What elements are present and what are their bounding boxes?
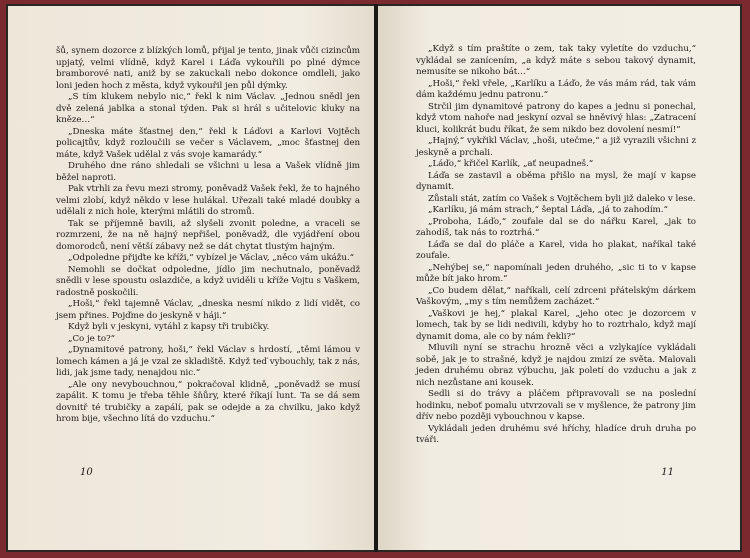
paragraph: Vykládali jeden druhému své hříchy, hladíce druh druha po tváři. [416, 423, 696, 445]
paragraph: „Proboha, Láďo,“ zoufale dal se do nářku Karel, „jak to zahodíš, tak nás to roztrhá.“ [416, 216, 696, 238]
paragraph: „Vaškovi je hej,“ plakal Karel, „jeho otec je dozorcem v lomech, tak by se lidi nedivili, kdyby ho to roztrhalo, když mají dynamit doma, ale co by nám řekli?“ [416, 308, 696, 342]
paragraph: Sedli si do trávy a pláčem připravovali se na poslední hodinku, neboť pomalu utvrzovali se v myšlence, že patrony jim dřív nebo později vybouchnou v kapse. [416, 389, 696, 422]
left-page [8, 6, 374, 550]
paragraph: „Odpoledne přijďte ke kříži,“ vybízel je Václav, „něco vám ukážu.“ [68, 253, 354, 263]
paragraph: „Karlíku, já mám strach,“ šeptal Láďa, „já to zahodím.“ [428, 205, 668, 215]
paragraph: „Co je to?“ [68, 333, 116, 344]
paragraph: šů, synem dozorce z blízkých lomů, přijal je tento, jinak vůči cizincům upjatý, velmi vlídně, když Karel i Láďa vykouřili po plné dýmce bramborové nati, aniž by se zakuckali nebo dokonce omdleli, jako loni jeden hoch z města, když vykouřil jen půl dýmky. [56, 46, 360, 91]
left-page-text [56, 46, 360, 426]
paragraph: Mluvili nyní se strachu hrozně věci a vzlykajíce vykládali sobě, jak je to strašné, když je najdou zmizí ze světa. Malovali jeden druhému obraz výbuchu, jak poletí do vzduchu a jak z nich nezůstane ani kousek. [416, 343, 696, 388]
paragraph: „Co budem dělat,“ naříkali, celí zdrceni přátelským dárkem Vaškovým, „my s tím nemůžem zacházet.“ [416, 285, 696, 307]
paragraph: Zůstali stát, zatím co Vašek s Vojtěchem byli již daleko v lese. [428, 193, 696, 204]
right-page [378, 6, 740, 550]
paragraph: Láďa se zastavil a oběma přišlo na mysl, že mají v kapse dynamit. [416, 170, 696, 192]
paragraph: „S tím klukem nebylo nic,“ řekl k nim Václav. „Jednou snědl jen dvě zelená jablka a stonal týden. Pak si hrál s učitelovic kluky na kněze…“ [56, 92, 360, 125]
right-page-number: 11 [661, 467, 674, 478]
paragraph: Nemohli se dočkat odpoledne, jídlo jim nechutnalo, poněvadž snědli v lese spoustu oslazdiče, a když uviděli u kříže Vojtu s Vaškem, radostně poskočili. [56, 264, 360, 298]
book-spread [6, 4, 742, 552]
paragraph: „Dynamitové patrony, hoši,“ řekl Václav s hrdostí, „těmi lámou v lomech kámen a já je vzal ze skladiště. Když teď vybouchly, tak z nás, lidi, jak jsme tady, nenajdou nic.“ [56, 345, 360, 378]
paragraph: Láďa se dal do pláče a Karel, vida ho plakat, naříkal také zoufale. [416, 239, 696, 261]
paragraph: „Hajný,“ vykřikl Václav, „hoši, utečme,“ a již vyrazili všichni z jeskyně a prchali. [416, 136, 696, 158]
paragraph: Pak vtrhli za řevu mezi stromy, poněvadž Vašek řekl, že to hajného velmi zlobí, když někdo v lese hulákal. Uřezali také mladé doubky a udělali z nich hole, kterými mlátili do stromů. [56, 184, 360, 217]
paragraph: „Hoši,“ řekl vřele, „Karlíku a Láďo, že vás mám rád, tak vám dám každému jednu patronu.“ [416, 78, 696, 100]
paragraph: „Dneska máte šťastnej den,“ řekl k Láďovi a Karlovi Vojtěch policajtův, když rozloučili se večer s Václavem, „moc šťastnej den máte, když Vašek udělal z vás svoje kamarády.“ [56, 126, 360, 160]
paragraph: „Láďo,“ křičel Karlík, „ať neupadneš.“ [428, 159, 594, 169]
paragraph: „Když s tím praštíte o zem, tak taky vyletíte do vzduchu,“ vykládal se zanícením, „a když máte s sebou takový dynamit, nemusíte se nikoho bát…“ [416, 44, 696, 77]
left-page-number: 10 [80, 467, 93, 478]
paragraph: „Ale ony nevybouchnou,“ pokračoval klidně, „poněvadž se musí zapálit. K tomu je třeba těhle šňůry, které říkají lunt. Ta se dá sem dovnitř té trubičky a zapálí, pak se odejde a za chvilku, jako když hrom bije, všechno lítá do vzduchu.“ [56, 379, 360, 424]
right-page-text [416, 44, 696, 447]
paragraph: „Hoši,“ řekl tajemně Václav, „dneska nesmí nikdo z lidí vidět, co jsem přines. Pojďme do jeskyně v háji.“ [56, 299, 360, 321]
paragraph: Druhého dne ráno shledali se všichni u lesa a Vašek vlídně jim běžel naproti. [56, 161, 360, 183]
paragraph: „Nehýbej se,“ napomínali jeden druhého, „sic ti to v kapse může bít jako hrom.“ [416, 262, 696, 284]
paragraph: Tak se příjemně bavili, až slyšeli zvonit poledne, a vraceli se rozmrzeni, že na ně hajný nepřišel, poněvadž, dle vyjádření obou domorodců, není větší zábavy než se dát chytat tlustým hajným. [56, 218, 360, 252]
paragraph: Když byli v jeskyni, vytáhl z kapsy tři trubičky. [68, 322, 270, 332]
paragraph: Strčil jim dynamitové patrony do kapes a jednu si ponechal, když vtom nahoře nad jeskyní ozval se hněvivý hlas: „Zatracení kluci, kolikrát budu říkat, že sem nikdo bez dovolení nesmí!“ [416, 101, 696, 135]
